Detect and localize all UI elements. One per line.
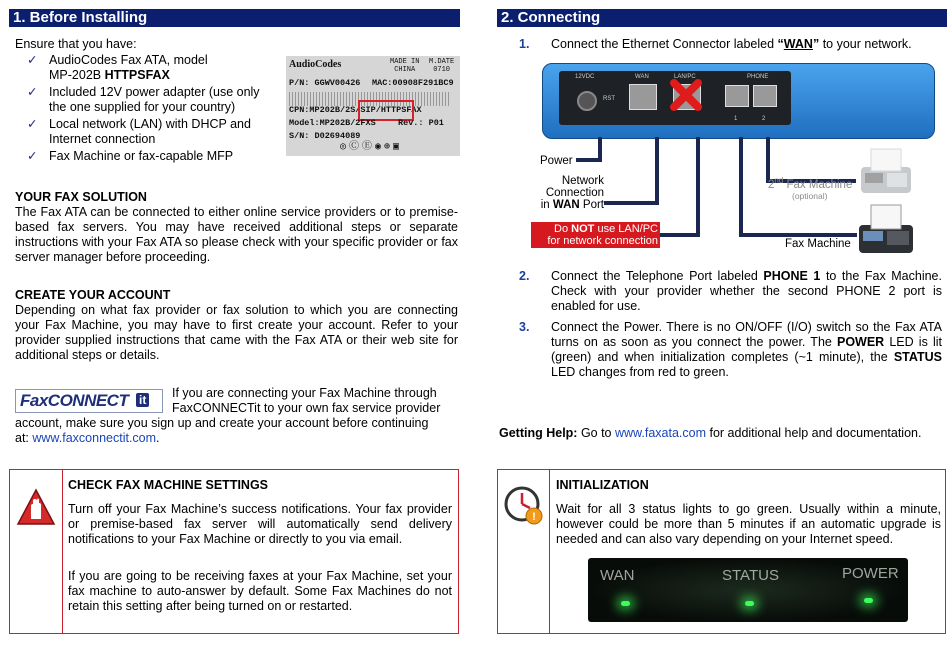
checklist-item: ✓ Fax Machine or fax-capable MFP [27, 149, 234, 163]
getting-help: Getting Help: Go to www.faxata.com for additional help and documentation. [499, 426, 922, 440]
phone-port-1-icon [725, 85, 749, 107]
intro-text: Ensure that you have: [15, 37, 137, 51]
certification-marks-icon: ◎ⒸⒺ◉⊕▣ [340, 142, 403, 153]
network-label: Network Connection in WAN Port [540, 175, 604, 211]
check-settings-p1: Turn off your Fax Machine’s success notifications. Your fax provider or premise-based fax server will automatically send delivery notifications to your Fax Machine or directly to you via email. [68, 502, 452, 546]
power-label: Power [540, 155, 573, 167]
power-cable [576, 158, 602, 162]
checklist-item: ✓ AudioCodes Fax ATA, model MP-202B HTTPSFAX [27, 53, 208, 82]
fax-ata-device [542, 63, 935, 139]
red-x-icon [670, 79, 702, 111]
faxconnectit-link[interactable]: www.faxconnectit.com [32, 431, 157, 445]
checklist [15, 53, 285, 164]
optional-label: (optional) [792, 191, 828, 201]
checklist-item: ✓ Local network (LAN) with DHCP and Internet connection [27, 117, 251, 146]
device-back-panel: 12VDC RST WAN LAN/PC PHONE 1 2 [559, 71, 791, 125]
initialization-box [497, 469, 946, 634]
checkmark-icon: ✓ [27, 117, 38, 131]
create-account-title: CREATE YOUR ACCOUNT [15, 288, 171, 302]
faxconnect-line1: If you are connecting your Fax Machine through [172, 386, 437, 400]
wan-cable [604, 201, 659, 205]
phone1-cable [739, 233, 857, 237]
svg-text:!: ! [532, 511, 536, 523]
clock-warning-icon [502, 484, 546, 528]
phone1-cable [739, 137, 743, 237]
audiocodes-logo: AudioCodes [289, 59, 342, 70]
faxconnect-line4: at: www.faxconnectit.com. [15, 431, 160, 445]
status-led [745, 601, 754, 606]
power-led [864, 598, 873, 603]
wan-port-icon [629, 84, 657, 110]
second-fax-machine-icon [857, 147, 915, 201]
faxconnect-line3: account, make sure you sign up and create your account before continuing [15, 416, 429, 430]
checkmark-icon: ✓ [27, 85, 38, 99]
check-settings-title: CHECK FAX MACHINE SETTINGS [68, 478, 269, 492]
step-3: 3. Connect the Power. There is no ON/OFF (I/O) switch so the Fax ATA turns on as soon as you connect the power. The POWER LED is lit (green) and when initialization completes (~1 minute), the STATUS LED changes from red to green. [519, 320, 942, 379]
product-label-photo: AudioCodes MADE IN CHINA M.DATE 0710 P/N: GGWV00426 MAC:00908F291BC9 CPN:MP202B/2S/SIP/HTTPSFAX Model:MP202B/2FXS Rev.: P01 S/N: D02694089 ◎ⒸⒺ◉⊕▣ [286, 56, 460, 156]
second-fax-label: 2nd Fax Machine [768, 176, 853, 191]
checklist-item: ✓ Included 12V power adapter (use only the one supplied for your country) [27, 85, 260, 114]
status-leds-photo: WAN STATUS POWER [588, 558, 908, 622]
initialization-body: Wait for all 3 status lights to go green. Usually within a minute, however could be more than 5 minutes if an automatic upgrade is needed and can also vary depending on your Internet speed. [556, 502, 941, 546]
section-header-connecting: 2. Connecting [497, 9, 947, 27]
fax-solution-title: YOUR FAX SOLUTION [15, 190, 147, 204]
create-account-body: Depending on what fax provider or fax solution to which you are connecting your Fax Machine, you may have to first create your account. Refer to your provider supplied instructions that came with the Fax ATA or their web site for additional steps or details. [15, 303, 458, 362]
faxata-link[interactable]: www.faxata.com [615, 426, 707, 440]
step-2: 2. Connect the Telephone Port labeled PHONE 1 to the Fax Machine. Check with your provider whether the second PHONE 2 port is enabled for use. [519, 269, 942, 313]
check-settings-p2: If you are going to be receiving faxes at your Fax Machine, set your fax machine to auto-answer by default. Some Fax Machines do not retain this setting after being turned on or restarted. [68, 569, 452, 613]
phone-port-2-icon [753, 85, 777, 107]
lan-cable [660, 233, 700, 237]
wan-cable [655, 137, 659, 205]
lan-cable [696, 137, 700, 237]
wan-led [621, 601, 630, 606]
fax-solution-body: The Fax ATA can be connected to either online service providers or to premise-based fax servers. You may have received additional steps or separate instructions with your Fax ATA so please check with your specific provider or fax server manager before proceeding. [15, 205, 458, 264]
check-settings-box [9, 469, 459, 634]
power-jack-icon [577, 91, 597, 111]
faxconnectit-logo: FaxCONNECT it [15, 389, 163, 413]
checkmark-icon: ✓ [27, 53, 38, 67]
do-not-use-lan-warning: Do NOT use LAN/PC for network connection [531, 222, 660, 248]
fax-machine-icon [855, 203, 917, 261]
checkmark-icon: ✓ [27, 149, 38, 163]
initialization-title: INITIALIZATION [556, 478, 649, 492]
faxconnect-line2: FaxCONNECTit to your own fax service provider [172, 401, 441, 415]
stop-hand-warning-icon [16, 488, 56, 528]
fax-machine-label: Fax Machine [785, 238, 851, 250]
section-header-before-installing: 1. Before Installing [9, 9, 460, 27]
